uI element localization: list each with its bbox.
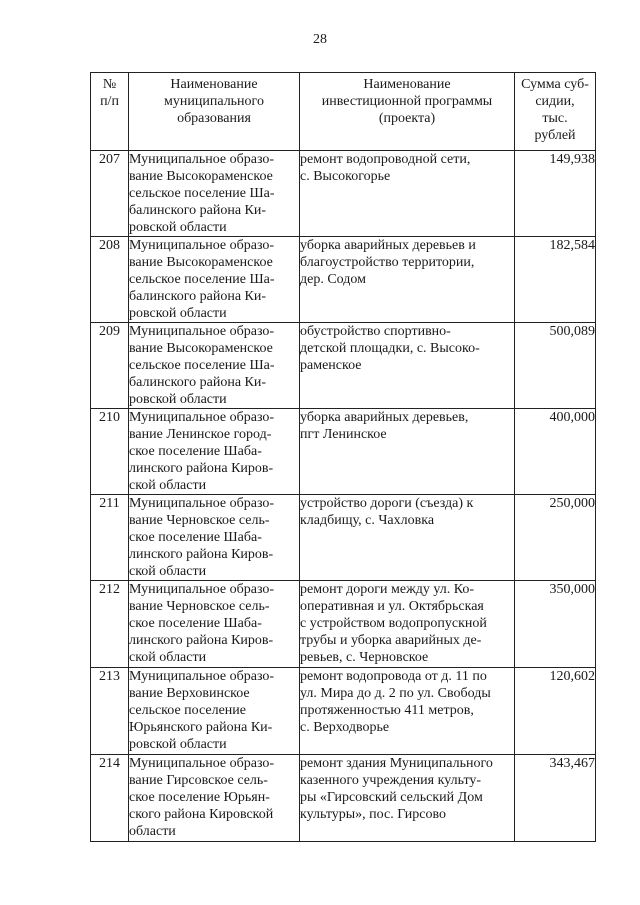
municipality-cell: Муниципальное образо- вание Верховинское сельское поселение Юрьянского района Ки- ровской области <box>129 668 300 755</box>
header-amount: Сумма суб- сидии, тыс. рублей <box>515 73 596 151</box>
municipality-cell: Муниципальное образо- вание Черновское сель- ское поселение Шаба- линского района Киров- ской области <box>129 495 300 581</box>
amount-cell: 120,602 <box>515 668 596 755</box>
row-number: 213 <box>91 668 129 755</box>
row-number: 212 <box>91 581 129 668</box>
table-row <box>91 755 596 842</box>
municipality-cell: Муниципальное образо- вание Высокораменское сельское поселение Ша- балинского района Ки- ровской области <box>129 151 300 237</box>
program-cell: ремонт водопровода от д. 11 по ул. Мира до д. 2 по ул. Свободы протяженностью 411 метров, с. Верходворье <box>300 668 515 755</box>
program-cell: ремонт дороги между ул. Ко- оперативная и ул. Октябрьская с устройством водопропускной трубы и уборка аварийных де- ревьев, с. Черновское <box>300 581 515 668</box>
amount-cell: 182,584 <box>515 237 596 323</box>
row-number: 208 <box>91 237 129 323</box>
table-row <box>91 151 596 237</box>
header-num: № п/п <box>91 73 129 151</box>
program-cell: ремонт здания Муниципального казенного учреждения культу- ры «Гирсовский сельский Дом культуры», пос. Гирсово <box>300 755 515 842</box>
amount-cell: 350,000 <box>515 581 596 668</box>
program-cell: обустройство спортивно- детской площадки, с. Высоко- раменское <box>300 323 515 409</box>
amount-cell: 400,000 <box>515 409 596 495</box>
table-row <box>91 409 596 495</box>
header-program: Наименование инвестиционной программы (проекта) <box>300 73 515 151</box>
amount-cell: 149,938 <box>515 151 596 237</box>
page-number: 28 <box>313 32 327 47</box>
row-number: 210 <box>91 409 129 495</box>
table-body <box>91 151 596 842</box>
row-number: 209 <box>91 323 129 409</box>
table-row <box>91 323 596 409</box>
table-header-row <box>91 73 596 151</box>
municipality-cell: Муниципальное образо- вание Черновское сель- ское поселение Шаба- линского района Киров- ской области <box>129 581 300 668</box>
row-number: 207 <box>91 151 129 237</box>
program-cell: уборка аварийных деревьев, пгт Ленинское <box>300 409 515 495</box>
row-number: 211 <box>91 495 129 581</box>
table-row <box>91 581 596 668</box>
table-row <box>91 668 596 755</box>
program-cell: устройство дороги (съезда) к кладбищу, с. Чахловка <box>300 495 515 581</box>
municipality-cell: Муниципальное образо- вание Высокораменское сельское поселение Ша- балинского района Ки- ровской области <box>129 237 300 323</box>
program-cell: ремонт водопроводной сети, с. Высокогорье <box>300 151 515 237</box>
municipality-cell: Муниципальное образо- вание Гирсовское сель- ское поселение Юрьян- ского района Кировской области <box>129 755 300 842</box>
subsidy-table <box>90 72 596 842</box>
table-row <box>91 237 596 323</box>
municipality-cell: Муниципальное образо- вание Высокораменское сельское поселение Ша- балинского района Ки- ровской области <box>129 323 300 409</box>
municipality-cell: Муниципальное образо- вание Ленинское город- ское поселение Шаба- линского района Киров- ской области <box>129 409 300 495</box>
header-municipality: Наименование муниципального образования <box>129 73 300 151</box>
amount-cell: 343,467 <box>515 755 596 842</box>
program-cell: уборка аварийных деревьев и благоустройство территории, дер. Содом <box>300 237 515 323</box>
amount-cell: 250,000 <box>515 495 596 581</box>
amount-cell: 500,089 <box>515 323 596 409</box>
table-row <box>91 495 596 581</box>
row-number: 214 <box>91 755 129 842</box>
